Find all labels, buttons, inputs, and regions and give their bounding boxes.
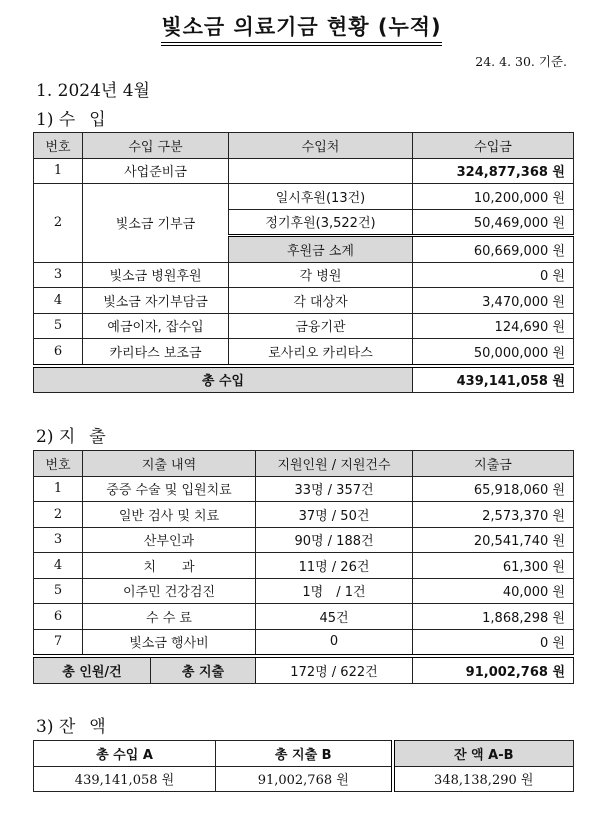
row-item: 수 수 료 xyxy=(83,604,256,630)
row-amount: 324,877,368 원 xyxy=(413,158,574,184)
row-count: 33명 / 357건 xyxy=(256,476,413,502)
table-row xyxy=(34,184,574,210)
row-amount: 1,868,298 원 xyxy=(413,604,574,630)
row-category: 예금이자, 잡수입 xyxy=(83,313,229,339)
header-total-income: 총 수입 A xyxy=(34,741,216,767)
income-total-row xyxy=(34,366,574,393)
balance-header-row xyxy=(34,741,574,767)
row-item: 중증 수술 및 입원치료 xyxy=(83,476,256,502)
table-row xyxy=(34,158,574,184)
row-source: 각 대상자 xyxy=(229,288,413,314)
row-amount: 61,300 원 xyxy=(413,553,574,579)
row-no: 5 xyxy=(34,578,83,604)
row-amount: 2,573,370 원 xyxy=(413,502,574,528)
balance-value-row xyxy=(34,766,574,792)
total-count: 172명 / 622건 xyxy=(256,656,413,683)
period-heading: 1. 2024년 4월 xyxy=(36,81,150,101)
row-count: 0 xyxy=(256,629,413,656)
row-item: 산부인과 xyxy=(83,527,256,553)
header-no: 번호 xyxy=(34,451,83,477)
document-title: 빛소금 의료기금 현황 (누적) xyxy=(0,14,603,46)
row-no: 2 xyxy=(34,502,83,528)
row-item: 이주민 건강검진 xyxy=(83,578,256,604)
row-amount: 0 원 xyxy=(413,262,574,288)
row-no: 6 xyxy=(34,339,83,366)
table-row xyxy=(34,288,574,314)
table-row xyxy=(34,313,574,339)
total-income-value: 439,141,058 원 xyxy=(34,766,216,792)
row-amount: 40,000 원 xyxy=(413,578,574,604)
total-expense-value: 91,002,768 원 xyxy=(216,766,393,792)
table-row xyxy=(34,629,574,656)
row-category: 카리타스 보조금 xyxy=(83,339,229,366)
row-amount: 20,541,740 원 xyxy=(413,527,574,553)
expense-heading: 2) 지 출 xyxy=(36,427,106,447)
header-total-expense: 총 지출 B xyxy=(216,741,393,767)
header-amount: 지출금 xyxy=(413,451,574,477)
row-no: 6 xyxy=(34,604,83,630)
total-expense-label: 총 지출 xyxy=(151,656,256,683)
balance-value: 348,138,290 원 xyxy=(393,766,574,792)
row-count: 37명 / 50건 xyxy=(256,502,413,528)
header-balance: 잔 액 A-B xyxy=(393,741,574,767)
row-category: 빛소금 병원후원 xyxy=(83,262,229,288)
row-amount: 50,000,000 원 xyxy=(413,339,574,366)
income-table xyxy=(33,132,574,393)
row-category: 빛소금 자기부담금 xyxy=(83,288,229,314)
balance-table xyxy=(33,740,574,792)
row-category: 빛소금 기부금 xyxy=(83,184,229,263)
header-item: 지출 내역 xyxy=(83,451,256,477)
row-amount: 3,470,000 원 xyxy=(413,288,574,314)
header-source: 수입처 xyxy=(229,133,413,159)
header-no: 번호 xyxy=(34,133,83,159)
total-income-label: 총 수입 xyxy=(34,366,413,393)
row-count: 1명 / 1건 xyxy=(256,578,413,604)
row-source: 각 병원 xyxy=(229,262,413,288)
row-count: 45건 xyxy=(256,604,413,630)
row-amount: 124,690 원 xyxy=(413,313,574,339)
row-count: 11명 / 26건 xyxy=(256,553,413,579)
row-source: 금융기관 xyxy=(229,313,413,339)
table-row xyxy=(34,262,574,288)
row-no: 1 xyxy=(34,158,83,184)
row-no: 2 xyxy=(34,184,83,263)
income-header-row xyxy=(34,133,574,159)
table-row xyxy=(34,527,574,553)
row-item: 일반 검사 및 치료 xyxy=(83,502,256,528)
row-source: 로사리오 카리타스 xyxy=(229,339,413,366)
expense-header-row xyxy=(34,451,574,477)
row-source: 정기후원(3,522건) xyxy=(229,209,413,236)
total-expense-amount: 91,002,768 원 xyxy=(413,656,574,683)
row-no: 4 xyxy=(34,553,83,579)
row-source xyxy=(229,158,413,184)
row-count: 90명 / 188건 xyxy=(256,527,413,553)
income-heading: 1) 수 입 xyxy=(36,110,106,130)
row-amount: 65,918,060 원 xyxy=(413,476,574,502)
total-people-label: 총 인원/건 xyxy=(34,656,151,683)
balance-heading: 3) 잔 액 xyxy=(36,717,106,737)
expense-table xyxy=(33,450,574,684)
table-row xyxy=(34,339,574,366)
row-no: 3 xyxy=(34,262,83,288)
row-item: 빛소금 행사비 xyxy=(83,629,256,656)
row-category: 사업준비금 xyxy=(83,158,229,184)
table-row xyxy=(34,502,574,528)
table-row xyxy=(34,553,574,579)
row-source: 일시후원(13건) xyxy=(229,184,413,210)
row-no: 3 xyxy=(34,527,83,553)
table-row xyxy=(34,476,574,502)
as-of-date: 24. 4. 30. 기준. xyxy=(475,54,567,69)
row-amount: 10,200,000 원 xyxy=(413,184,574,210)
total-income-amount: 439,141,058 원 xyxy=(413,366,574,393)
table-row xyxy=(34,578,574,604)
expense-total-row xyxy=(34,656,574,683)
header-count: 지원인원 / 지원건수 xyxy=(256,451,413,477)
row-no: 1 xyxy=(34,476,83,502)
subtotal-label: 후원금 소계 xyxy=(229,236,413,263)
table-row xyxy=(34,604,574,630)
row-amount: 50,469,000 원 xyxy=(413,209,574,236)
header-category: 수입 구분 xyxy=(83,133,229,159)
row-amount: 0 원 xyxy=(413,629,574,656)
row-item: 치 과 xyxy=(83,553,256,579)
row-no: 5 xyxy=(34,313,83,339)
row-no: 4 xyxy=(34,288,83,314)
subtotal-amount: 60,669,000 원 xyxy=(413,236,574,263)
header-amount: 수입금 xyxy=(413,133,574,159)
row-no: 7 xyxy=(34,629,83,656)
